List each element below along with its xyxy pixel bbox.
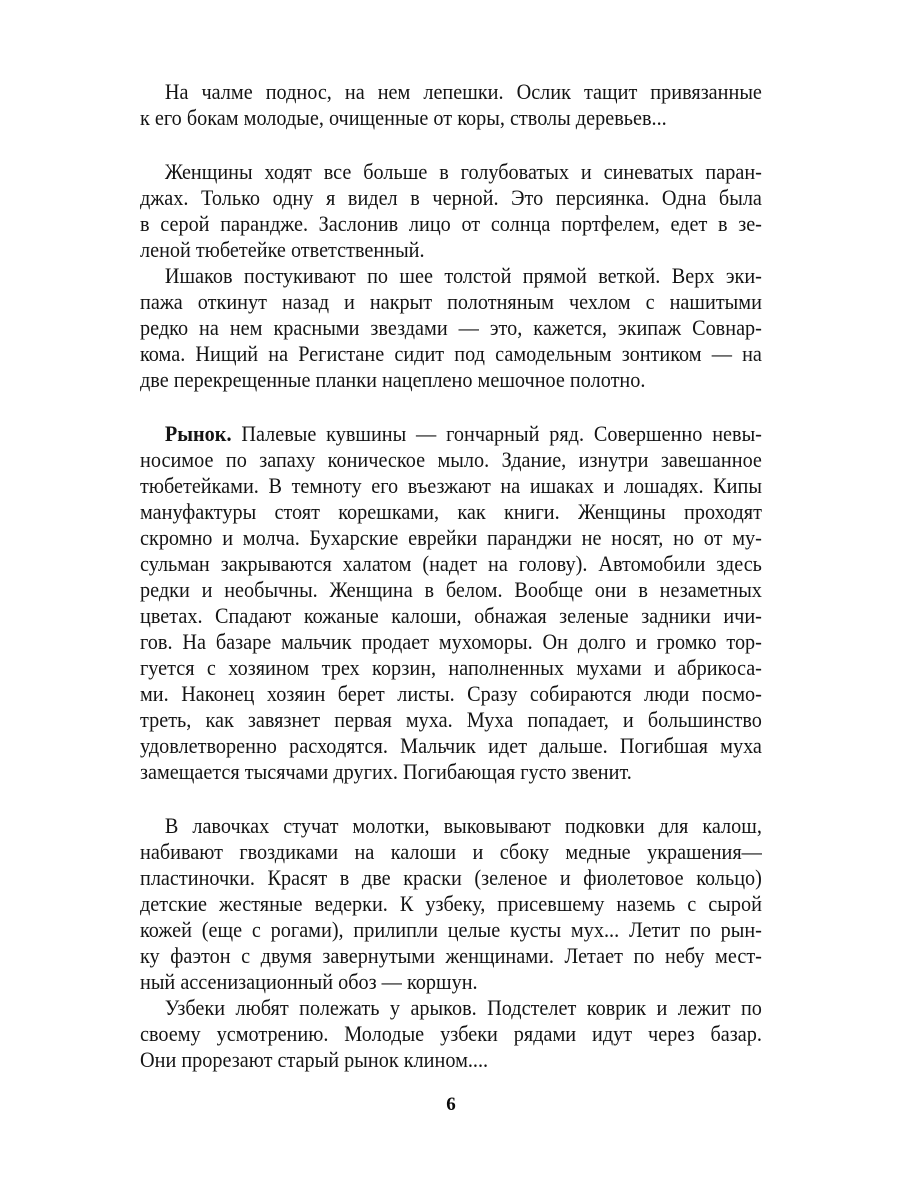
text-line: Женщины ходят все больше в голубоватых и синеватых паран- <box>164 159 762 184</box>
text-line: к его бокам молодые, очищенные от коры, стволы деревьев... <box>140 105 667 130</box>
text-line: ку фаэтон с двумя завернутыми женщинами. Летает по небу мест- <box>140 943 762 968</box>
text-line: удовлетворенно расходятся. Мальчик идет дальше. Погибшая муха <box>140 733 762 758</box>
paragraph <box>140 159 762 263</box>
text-line: детские жестяные ведерки. К узбеку, присевшему наземь с сырой <box>140 891 762 916</box>
text-line: треть, как завязнет первая муха. Муха попадает, и большинство <box>140 707 762 732</box>
text-line: Узбеки любят полежать у арыков. Подстелет коврик и лежит по <box>164 995 762 1020</box>
text-line: замещается тысячами других. Погибающая густо звенит. <box>140 759 632 784</box>
text-line: пластиночки. Красят в две краски (зеленое и фиолетовое кольцо) <box>140 865 762 890</box>
paragraph <box>140 263 762 393</box>
text-line: Ишаков постукивают по шее толстой прямой веткой. Верх эки- <box>164 263 762 288</box>
text-line: своему усмотрению. Молодые узбеки рядами идут через базар. <box>140 1021 762 1046</box>
text-line: пажа откинут назад и накрыт полотняным чехлом с нашитыми <box>140 289 762 314</box>
text-line: В лавочках стучат молотки, выковывают подковки для калош, <box>164 813 762 838</box>
text-line: леной тюбетейке ответственный. <box>140 237 425 262</box>
text-line: редки и необычны. Женщина в белом. Вообще они в незаметных <box>140 577 762 602</box>
text-line: тюбетейками. В темноту его въезжают на ишаках и лошадях. Кипы <box>140 473 762 498</box>
text-line: Они прорезают старый рынок клином.... <box>140 1047 489 1072</box>
paragraph <box>140 421 762 785</box>
text-line: редко на нем красными звездами — это, кажется, экипаж Совнар- <box>140 315 762 340</box>
paragraph <box>140 995 762 1073</box>
text-line: носимое по запаху коническое мыло. Здание, изнутри завешанное <box>140 447 762 472</box>
page-number: 6 <box>446 1094 456 1115</box>
text-line: гуется с хозяином трех корзин, наполненных мухами и абрикоса- <box>140 655 762 680</box>
text-line: кома. Нищий на Регистане сидит под самодельным зонтиком — на <box>140 341 762 366</box>
text-line: скромно и молча. Бухарские еврейки паранджи не носят, но от му- <box>140 525 762 550</box>
text-line: набивают гвоздиками на калоши и сбоку медные украшения— <box>140 839 762 864</box>
text-line: ми. Наконец хозяин берет листы. Сразу собираются люди посмо- <box>140 681 762 706</box>
text-line: Рынок. Палевые кувшины — гончарный ряд. Совершенно невы- <box>164 421 762 446</box>
paragraph <box>140 813 762 995</box>
text-line: в серой парандже. Заслонив лицо от солнца портфелем, едет в зе- <box>140 211 762 236</box>
text-line: две перекрещенные планки нацеплено мешочное полотно. <box>140 367 646 392</box>
paragraph-lead-bold: Рынок. <box>164 421 232 446</box>
text-line: кожей (еще с рогами), прилипли целые кусты мух... Летит по рын- <box>140 917 762 942</box>
text-line: ный ассенизационный обоз — коршун. <box>140 969 478 994</box>
paragraph <box>140 79 762 131</box>
text-line: гов. На базаре мальчик продает мухоморы. Он долго и громко тор- <box>140 629 762 654</box>
text-line: сульман закрываются халатом (надет на голову). Автомобили здесь <box>140 551 762 576</box>
page-text-block <box>140 79 762 1073</box>
text-line: джах. Только одну я видел в черной. Это персиянка. Одна была <box>140 185 762 210</box>
text-line: цветах. Спадают кожаные калоши, обнажая зеленые задники ичи- <box>140 603 762 628</box>
text-line: мануфактуры стоят корешками, как книги. Женщины проходят <box>140 499 762 524</box>
text-line: На чалме поднос, на нем лепешки. Ослик тащит привязанные <box>164 79 762 104</box>
